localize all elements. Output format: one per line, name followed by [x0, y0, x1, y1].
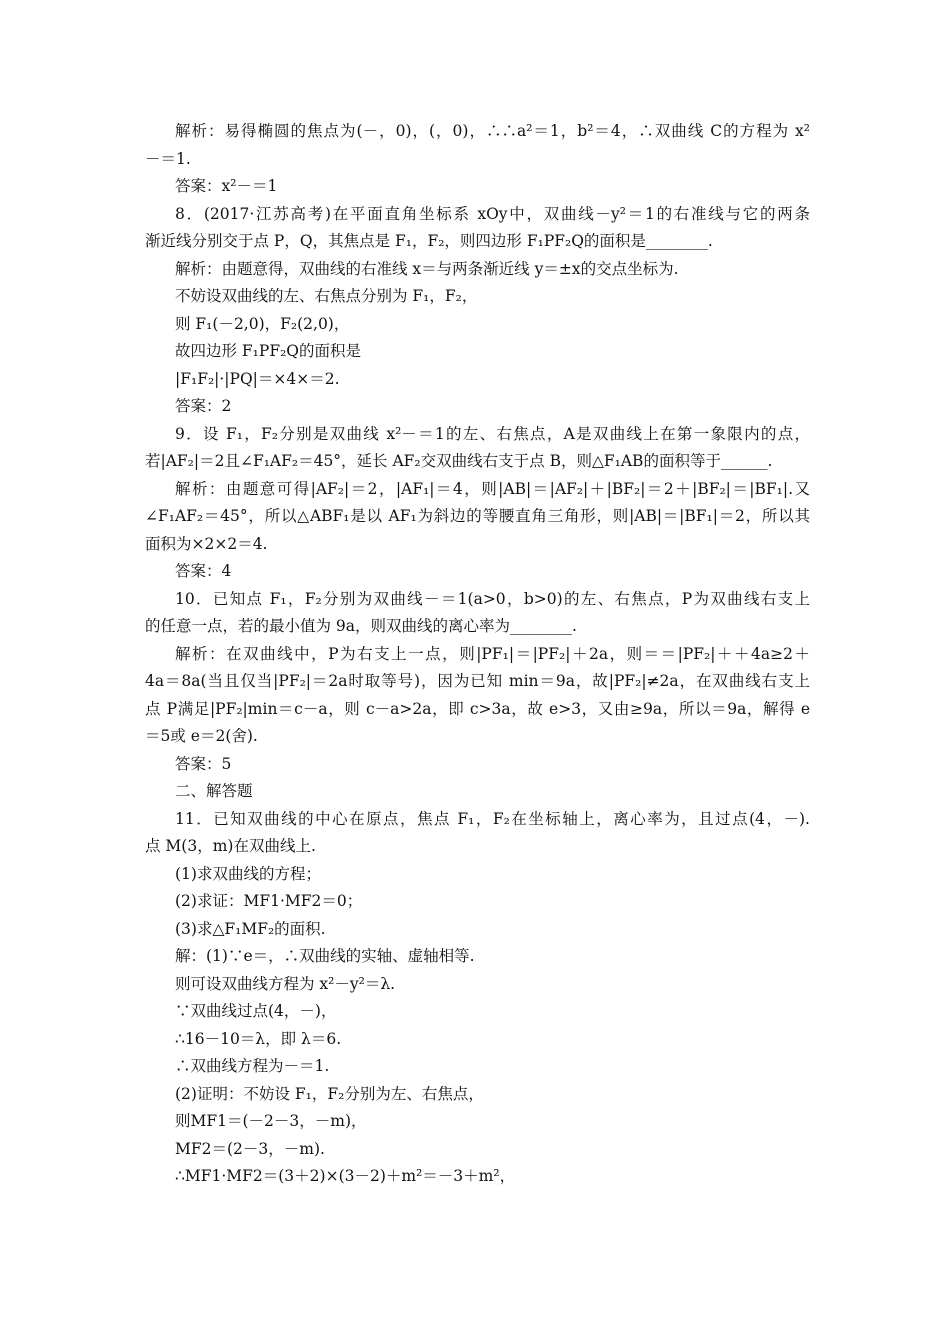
text-line: 面积为×2×2＝4.	[145, 534, 268, 553]
text-line: 则可设双曲线方程为 x²－y²＝λ.	[175, 974, 396, 993]
text-line: 的任意一点，若的最小值为 9a，则双曲线的离心率为________.	[145, 617, 577, 635]
text-line: 11．已知双曲线的中心在原点，焦点 F₁，F₂在坐标轴上，离心率为，且过点(4，－).	[175, 809, 810, 828]
text-line: |F₁F₂|·|PQ|＝×4×＝2.	[175, 369, 340, 388]
text-line: 则MF1＝(－2－3，－m)，	[175, 1112, 367, 1130]
text-line: (2)证明：不妨设 F₁，F₂分别为左、右焦点，	[175, 1084, 484, 1103]
text-line: 解析：由题意得，双曲线的右准线 x＝与两条渐近线 y＝±x的交点坐标为.	[175, 259, 679, 278]
text-line: 答案：2	[175, 397, 232, 415]
text-line: 答案：4	[175, 562, 232, 580]
text-line: 解析：由题意可得|AF₂|＝2，|AF₁|＝4，则|AB|＝|AF₂|＋|BF₂|＝2＋|BF₂|＝|BF₁|.又	[175, 479, 810, 498]
text-line: 9．设 F₁，F₂分别是双曲线 x²－＝1的左、右焦点，A是双曲线上在第一象限内的点，	[175, 424, 810, 443]
text-line: 8．(2017·江苏高考)在平面直角坐标系 xOy中，双曲线－y²＝1的右准线与它的两条	[175, 204, 810, 223]
text-line: MF2＝(2－3，－m).	[175, 1139, 325, 1158]
text-line: 解析：易得椭圆的焦点为(－，0)，(，0)，∴∴a²＝1，b²＝4，∴双曲线 C的方程为 x²	[175, 122, 810, 140]
text-line: 不妨设双曲线的左、右焦点分别为 F₁，F₂，	[175, 287, 478, 305]
text-line: (3)求△F₁MF₂的面积.	[175, 919, 326, 938]
text-line: ∴双曲线方程为－＝1.	[175, 1057, 330, 1075]
text-line: (2)求证：MF1·MF2＝0；	[175, 892, 363, 910]
text-line: ∠F₁AF₂＝45°，所以△ABF₁是以 AF₁为斜边的等腰直角三角形，则|AB|＝|BF₁|＝2，所以其	[145, 507, 810, 525]
text-line: (1)求双曲线的方程；	[175, 864, 321, 883]
text-line: ∴16－10＝λ，即 λ＝6.	[175, 1029, 342, 1048]
text-line: 若|AF₂|＝2且∠F₁AF₂＝45°，延长 AF₂交双曲线右支于点 B，则△F₁AB的面积等于______.	[145, 452, 773, 470]
document-body	[145, 118, 810, 1191]
text-line: 答案：x²－＝1	[175, 177, 278, 195]
text-line: ∴MF1·MF2＝(3＋2)×(3－2)＋m²＝－3＋m²，	[175, 1167, 516, 1185]
text-line: －＝1.	[145, 149, 191, 168]
text-line: 解：(1)∵e＝，∴双曲线的实轴、虚轴相等.	[175, 947, 475, 965]
text-line: ∵双曲线过点(4，－)，	[175, 1002, 337, 1020]
text-line: 10．已知点 F₁，F₂分别为双曲线－＝1(a>0，b>0)的左、右焦点，P为双曲线右支上	[175, 589, 810, 608]
text-line: 点 M(3，m)在双曲线上.	[145, 837, 316, 855]
text-line: 二、解答题	[175, 782, 253, 800]
text-line: 则 F₁(－2,0)，F₂(2,0)，	[175, 314, 350, 333]
text-line: 点 P满足|PF₂|min＝c－a，则 c－a>2a，即 c>3a，故 e>3，又由≥9a，所以＝9a，解得 e	[145, 699, 810, 718]
text-line: ＝5或 e＝2(舍).	[145, 727, 258, 745]
text-line: 渐近线分别交于点 P，Q，其焦点是 F₁，F₂，则四边形 F₁PF₂Q的面积是________.	[145, 232, 713, 250]
text-line: 4a＝8a(当且仅当|PF₂|＝2a时取等号)，因为已知 min＝9a，故|PF₂|≠2a，在双曲线右支上	[145, 672, 810, 690]
text-line: 故四边形 F₁PF₂Q的面积是	[175, 342, 362, 360]
text-line: 答案：5	[175, 754, 232, 773]
text-line: 解析：在双曲线中，P为右支上一点，则|PF₁|＝|PF₂|＋2a，则＝＝|PF₂|＋＋4a≥2＋	[175, 644, 810, 663]
